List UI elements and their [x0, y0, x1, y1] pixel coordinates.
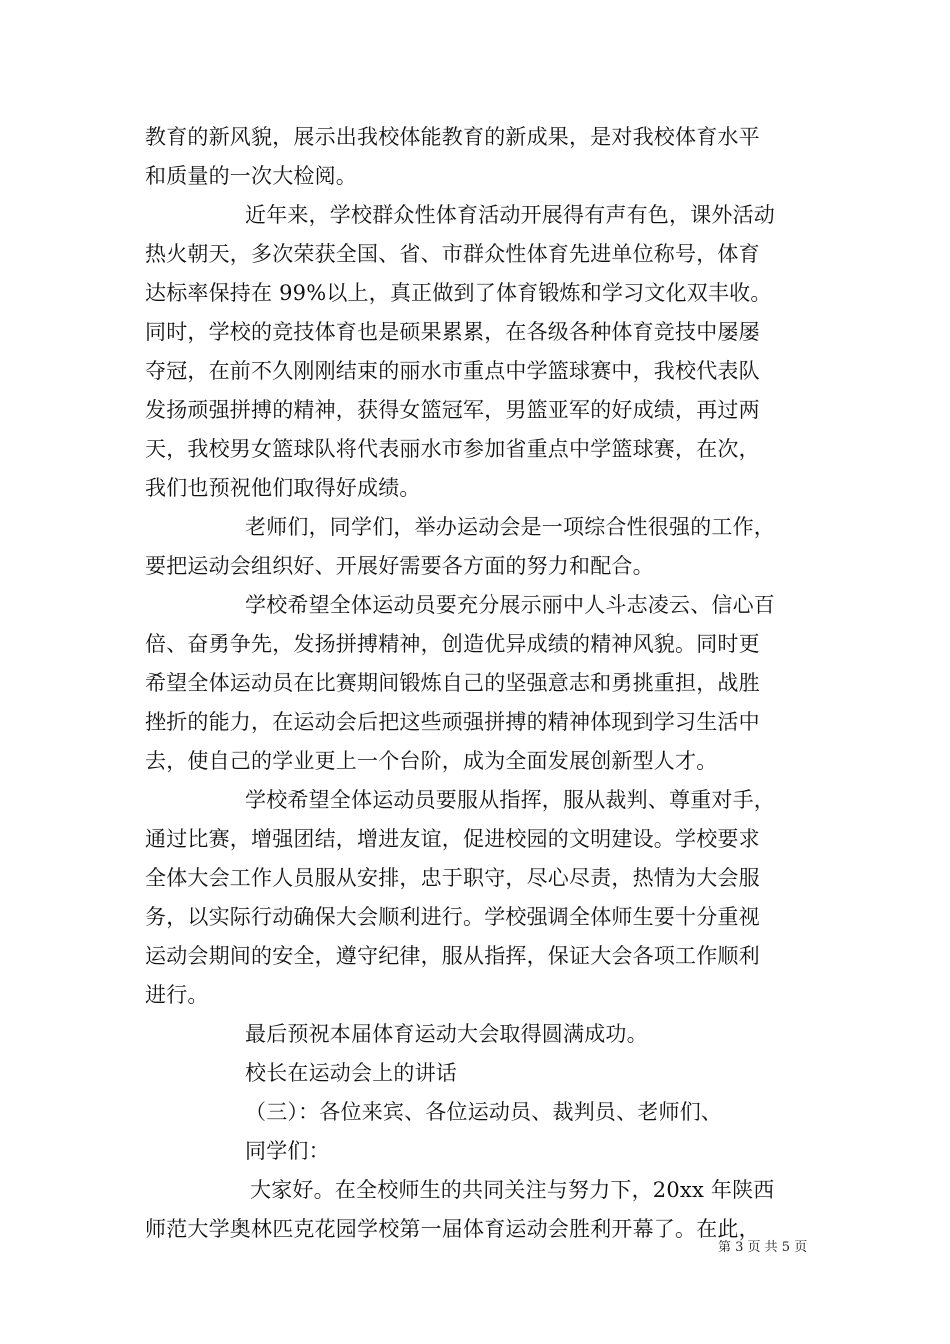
body-text-line: 务，以实际行动确保大会顺利进行。学校强调全体师生要十分重视 [145, 905, 760, 929]
body-text-line: 运动会期间的安全，遵守纪律，服从指挥，保证大会各项工作顺利 [145, 944, 760, 968]
body-text-line: 我们也预祝他们取得好成绩。 [145, 476, 421, 500]
body-text-line: 要把运动会组织好、开展好需要各方面的努力和配合。 [145, 554, 654, 578]
body-text-line: 希望全体运动员在比赛期间锻炼自己的坚强意志和勇挑重担，战胜 [145, 671, 760, 695]
body-text-line: 天，我校男女篮球队将代表丽水市参加省重点中学篮球赛，在次， [145, 437, 760, 461]
body-text-line: 夺冠，在前不久刚刚结束的丽水市重点中学篮球赛中，我校代表队 [145, 359, 760, 383]
page-number: 第 3 页 共 5 页 [718, 1240, 808, 1255]
body-text-line: 发扬顽强拼搏的精神，获得女篮冠军，男篮亚军的好成绩，再过两 [145, 398, 760, 422]
body-text-line: 近年来，学校群众性体育活动开展得有声有色，课外活动 [245, 203, 775, 227]
body-text-line: 达标率保持在 99%以上，真正做到了体育锻炼和学习文化双丰收。 [145, 281, 772, 305]
body-text-line: 老师们，同学们，举办运动会是一项综合性很强的工作， [245, 515, 775, 539]
body-text-line: 热火朝天，多次荣获全国、省、市群众性体育先进单位称号，体育 [145, 242, 760, 266]
body-text-line: 和质量的一次大检阅。 [145, 164, 357, 188]
body-text-line: 同时，学校的竞技体育也是硕果累累，在各级各种体育竞技中屡屡 [145, 320, 760, 344]
body-text-line: 挫折的能力，在运动会后把这些顽强拼搏的精神体现到学习生活中 [145, 710, 760, 734]
body-text-line: 大家好。在全校师生的共同关注与努力下，20xx 年陕西 [250, 1178, 775, 1202]
body-text-line: 师范大学奥林匹克花园学校第一届体育运动会胜利开幕了。在此， [145, 1217, 760, 1241]
body-text-line: （三）：各位来宾、各位运动员、裁判员、老师们、 [245, 1100, 723, 1124]
body-text-line: 教育的新风貌，展示出我校体能教育的新成果，是对我校体育水平 [145, 125, 760, 149]
body-text-line: 进行。 [145, 983, 209, 1007]
body-text-line: 倍、奋勇争先，发扬拼搏精神，创造优异成绩的精神风貌。同时更 [145, 632, 760, 656]
body-text-line: 通过比赛，增强团结，增进友谊，促进校园的文明建设。学校要求 [145, 827, 760, 851]
body-text-line: 全体大会工作人员服从安排，忠于职守，尽心尽责，热情为大会服 [145, 866, 760, 890]
body-text-line: 学校希望全体运动员要充分展示丽中人斗志凌云、信心百 [245, 593, 775, 617]
body-text-line: 学校希望全体运动员要服从指挥，服从裁判、尊重对手， [245, 788, 775, 812]
body-text-line: 去，使自己的学业更上一个台阶，成为全面发展创新型人才。 [145, 749, 718, 773]
body-text-line: 最后预祝本届体育运动大会取得圆满成功。 [245, 1022, 648, 1046]
body-text-line: 同学们： [245, 1139, 330, 1163]
section-heading: 校长在运动会上的讲话 [245, 1061, 457, 1085]
